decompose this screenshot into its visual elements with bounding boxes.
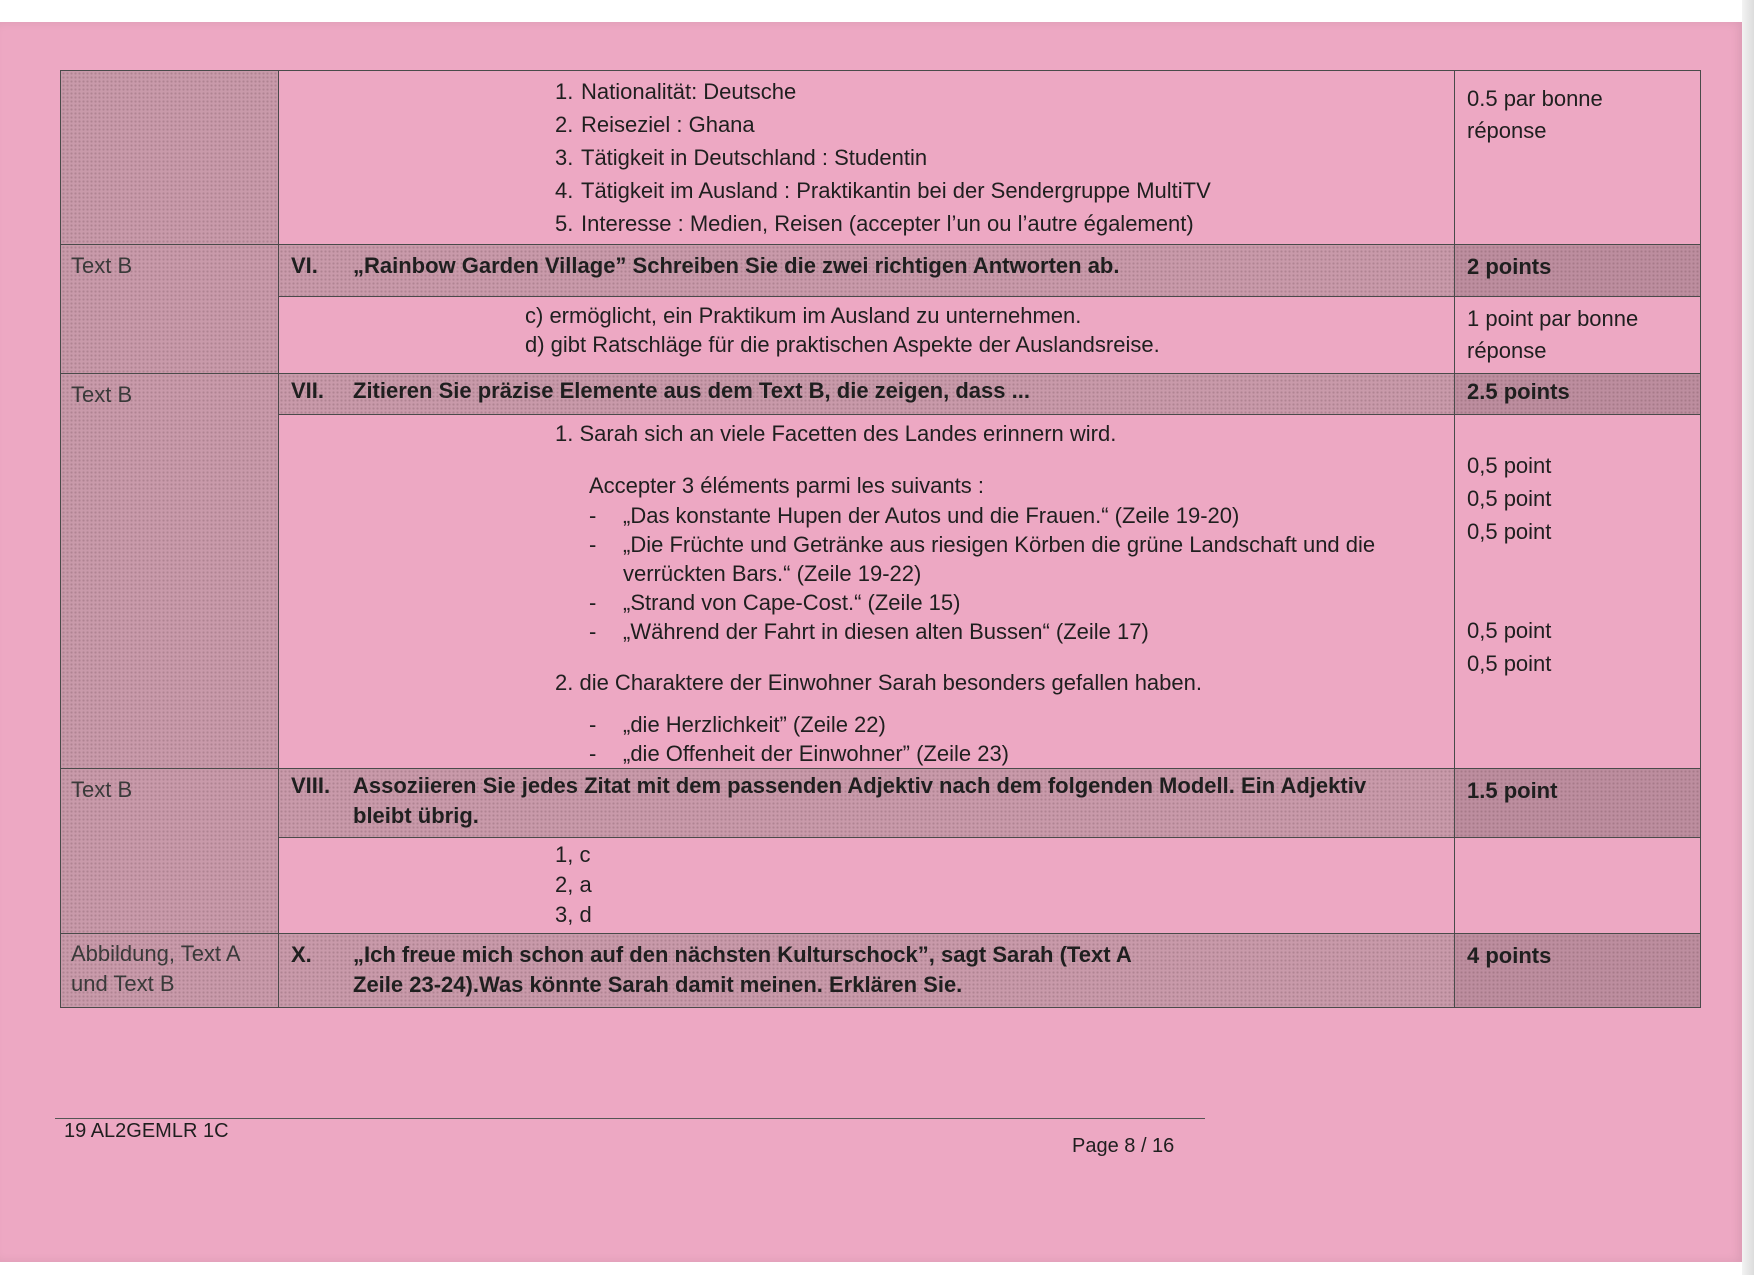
answer-item: 1, c [555, 842, 591, 867]
answer-item: 3, d [555, 902, 592, 927]
point-value: 0,5 point [1467, 486, 1552, 511]
paper-edge [1742, 0, 1754, 1275]
answer-c: c) ermöglicht, ein Praktikum im Ausland zu unternehmen. [525, 303, 1082, 328]
answer-list [555, 71, 1454, 244]
points-cell: 4 points [1455, 934, 1701, 1008]
points-cell [1455, 415, 1701, 769]
question-cell [279, 245, 1455, 297]
quote-item: - „Strand von Cape-Cost.“ (Zeile 15) [589, 590, 961, 615]
accept-note: Accepter 3 éléments parmi les suivants : [589, 473, 984, 498]
document-code: 19 AL2GEMLR 1C [64, 1120, 229, 1142]
points-cell: 0.5 par bonne réponse [1455, 71, 1701, 245]
point-value: 0,5 point [1467, 519, 1552, 544]
answers-cell [279, 415, 1455, 769]
point-value: 0,5 point [1467, 453, 1552, 478]
quote-list-2 [589, 710, 1454, 768]
quote-item: - „Die Früchte und Getränke aus riesigen Körben die grüne Landschaft und die verrückten Bars.“ (Zeile 19-22) [589, 532, 1376, 586]
row-q6 [61, 245, 1701, 297]
part1-text: 1. Sarah sich an viele Facetten des Landes erinnern wird. [555, 421, 1117, 446]
answer-item: 2, a [555, 872, 592, 897]
quote-item: - „die Herzlichkeit” (Zeile 22) [589, 712, 886, 737]
row-q7-answers [61, 415, 1701, 769]
point-value: 0,5 point [1467, 618, 1552, 643]
question-text: Assoziieren Sie jedes Zitat mit dem passenden Adjektiv nach dem folgenden Modell. Ein Adjektiv bleibt übrig. [353, 773, 1367, 828]
quote-list-1 [589, 501, 1459, 646]
question-cell [279, 769, 1455, 838]
question-number: X. [291, 942, 312, 967]
question-number: VIII. [291, 773, 331, 798]
row-q8-answers [61, 838, 1701, 934]
points-cell: 1 point par bonne réponse [1455, 297, 1701, 374]
quote-item: - „Während der Fahrt in diesen alten Bussen“ (Zeile 17) [589, 619, 1149, 644]
answer-item: 1. Nationalität: Deutsche [555, 79, 797, 104]
quote-item: - „Das konstante Hupen der Autos und die Frauen.“ (Zeile 19-20) [589, 503, 1240, 528]
row-block1 [61, 71, 1701, 245]
text-ref-cell: Text B [61, 769, 279, 934]
question-number: VII. [291, 378, 325, 403]
quote-item: - „die Offenheit der Einwohner” (Zeile 23) [589, 741, 1010, 766]
text-ref-cell: Text B [61, 374, 279, 769]
footer-rule [55, 1118, 1205, 1119]
question-cell [279, 934, 1455, 1008]
point-value: 0,5 point [1467, 651, 1552, 676]
points-cell: 1.5 point [1455, 769, 1701, 838]
points-cell: 2.5 points [1455, 374, 1701, 415]
page-number: Page 8 / 16 [1072, 1135, 1175, 1157]
text-ref-cell: Text B [61, 245, 279, 374]
row-q6-answers [61, 297, 1701, 374]
answers-cell [279, 71, 1455, 245]
answer-item: 4. Tätigkeit im Ausland : Praktikantin bei der Sendergruppe MultiTV [555, 178, 1211, 203]
answer-key-table [60, 70, 1701, 1008]
row-q7 [61, 374, 1701, 415]
points-cell [1455, 838, 1701, 934]
row-q10 [61, 934, 1701, 1008]
question-number: VI. [291, 253, 318, 278]
answer-item: 3. Tätigkeit in Deutschland : Studentin [555, 145, 928, 170]
row-q8 [61, 769, 1701, 838]
text-ref-cell [61, 71, 279, 245]
answer-item: 2. Reiseziel : Ghana [555, 112, 755, 137]
answers-cell [279, 838, 1455, 934]
text-ref-cell: Abbildung, Text A und Text B [61, 934, 279, 1008]
question-text: „Rainbow Garden Village” Schreiben Sie die zwei richtigen Antworten ab. [353, 253, 1120, 278]
points-cell: 2 points [1455, 245, 1701, 297]
question-text: Zitieren Sie präzise Elemente aus dem Text B, die zeigen, dass ... [353, 378, 1030, 403]
answer-item: 5. Interesse : Medien, Reisen (accepter l’un ou l’autre également) [555, 211, 1194, 236]
question-cell [279, 374, 1455, 415]
question-text: „Ich freue mich schon auf den nächsten Kulturschock”, sagt Sarah (Text A Zeile 23-24).Was könnte Sarah damit meinen. Erklären Sie. [353, 942, 1131, 997]
answers-cell [279, 297, 1455, 374]
answer-d: d) gibt Ratschläge für die praktischen Aspekte der Auslandsreise. [525, 332, 1160, 357]
part2-text: 2. die Charaktere der Einwohner Sarah besonders gefallen haben. [555, 670, 1202, 695]
